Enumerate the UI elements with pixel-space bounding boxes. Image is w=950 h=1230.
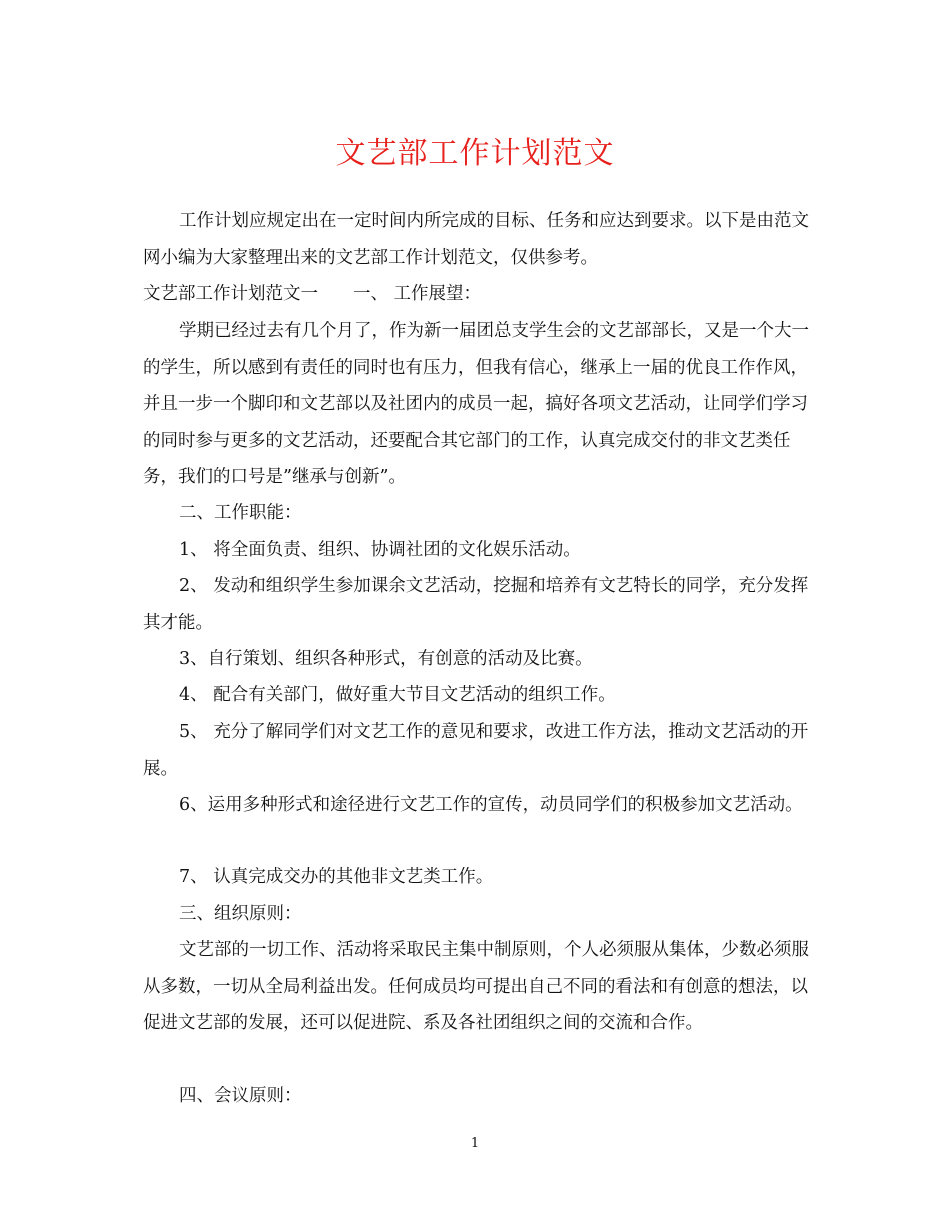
- section-heading-1: 文艺部工作计划范文一 一、 工作展望：: [143, 284, 482, 304]
- duty-item-1: 1、 将全面负责、组织、协调社团的文化娱乐活动。: [179, 540, 581, 560]
- section-heading-2: 二、工作职能：: [179, 503, 302, 523]
- duty-item-6: 6、运用多种形式和途径进行文艺工作的宣传，动员同学们的积极参加文艺活动。: [179, 795, 803, 815]
- page-number: 1: [470, 1136, 480, 1151]
- intro-paragraph: 工作计划应规定出在一定时间内所完成的目标、任务和应达到要求。以下是由范文网小编为大家整理出来的文艺部工作计划范文，仅供参考。: [143, 211, 809, 268]
- document-title: 文艺部工作计划范文: [335, 136, 615, 171]
- duty-item-5: 5、 充分了解同学们对文艺工作的意见和要求，改进工作方法，推动文艺活动的开展。: [143, 722, 809, 779]
- principle-paragraph: 文艺部的一切工作、活动将采取民主集中制原则，个人必须服从集体，少数必须服从多数，一切从全局利益出发。任何成员均可提出自己不同的看法和有创意的想法，以促进文艺部的发展，还可以促进院、系及各社团组织之间的交流和合作。: [143, 940, 809, 1033]
- section-heading-4: 四、会议原则：: [179, 1086, 302, 1106]
- outlook-paragraph: 学期已经过去有几个月了，作为新一届团总支学生会的文艺部部长，又是一个大一的学生，所以感到有责任的同时也有压力，但我有信心，继承上一届的优良工作作风，并且一步一个脚印和文艺部以及社团内的成员一起，搞好各项文艺活动，让同学们学习的同时参与更多的文艺活动，还要配合其它部门的工作，认真完成交付的非文艺类任务，我们的口号是”继承与创新”。: [143, 321, 809, 487]
- duty-item-3: 3、自行策划、组织各种形式，有创意的活动及比赛。: [179, 649, 593, 669]
- duty-item-7: 7、 认真完成交办的其他非文艺类工作。: [179, 867, 494, 887]
- duty-item-4: 4、 配合有关部门，做好重大节目文艺活动的组织工作。: [179, 685, 616, 705]
- section-heading-3: 三、组织原则：: [179, 904, 302, 924]
- duty-item-2: 2、 发动和组织学生参加课余文艺活动，挖掘和培养有文艺特长的同学，充分发挥其才能。: [143, 576, 809, 633]
